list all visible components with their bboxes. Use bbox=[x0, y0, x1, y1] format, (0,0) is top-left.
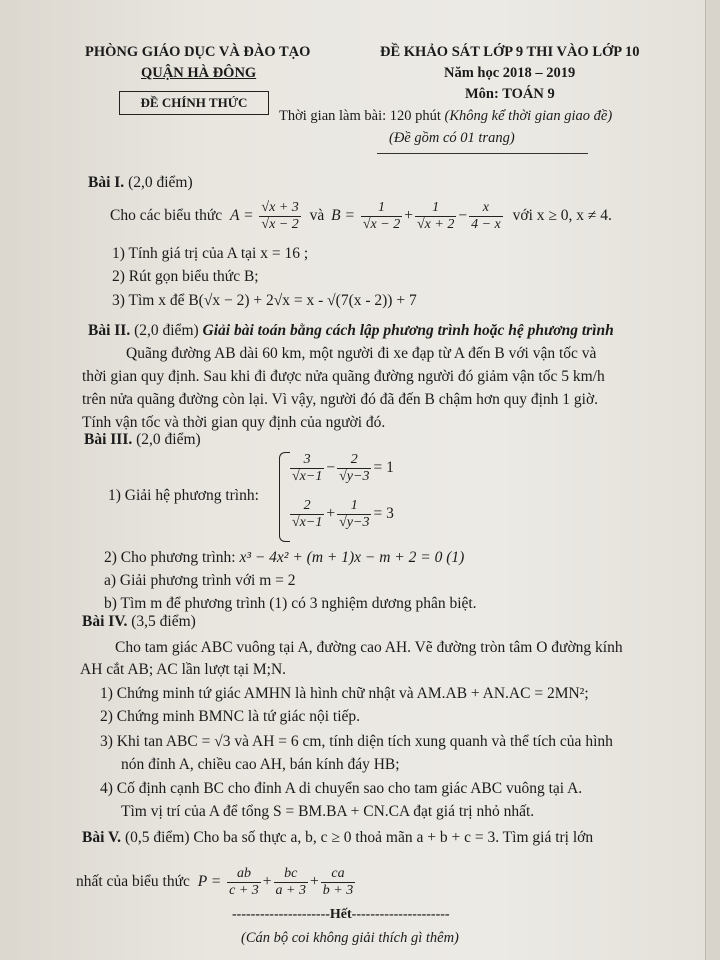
bai4-line2: AH cắt AB; AC lần lượt tại M;N. bbox=[80, 661, 287, 678]
fraction-a: $\frac{√x + 3}{√x - 2}$ bbox=[261, 200, 299, 232]
bai4-q3b: nón đỉnh A, chiều cao AH, bán kính đáy HB; bbox=[121, 756, 400, 773]
bai2-line4: Tính vận tốc và thời gian quy định của người đó. bbox=[82, 414, 386, 431]
bai1-heading: Bài I. (2,0 điểm) bbox=[88, 174, 193, 191]
school-year: Năm học 2018 – 2019 bbox=[444, 65, 576, 81]
bai1-q1: 1) Tính giá trị của A tại x = 16 ; bbox=[112, 245, 309, 262]
system-eq2: $\frac{2}{√x-1}$ + $\frac{1}{√y-3}$ = 3 bbox=[292, 498, 394, 530]
bai3-q2: 2) Cho phương trình: x³ − 4x² + (m + 1)x − m + 2 = 0 (1) bbox=[104, 549, 465, 566]
bai1-q3: 3) Tìm x để B(√x − 2) + 2√x = x - √(7(x - 2)) + 7 bbox=[112, 292, 417, 309]
district-name: QUẬN HÀ ĐÔNG bbox=[141, 65, 257, 81]
fraction-b3: $\frac{x}{4 - x}$ bbox=[471, 200, 501, 232]
subject: Môn: TOÁN 9 bbox=[465, 86, 555, 102]
fraction-p3: $\frac{ca}{b + 3}$ bbox=[322, 866, 354, 898]
bai2-line1: Quãng đường AB dài 60 km, một người đi xe đạp từ A đến B với vận tốc và bbox=[126, 345, 597, 362]
time-allowed: Thời gian làm bài: 120 phút (Không kể thời gian giao đề) bbox=[279, 108, 613, 124]
pages-note: (Đề gồm có 01 trang) bbox=[389, 130, 515, 146]
bai3-qb: b) Tìm m để phương trình (1) có 3 nghiệm dương phân biệt. bbox=[104, 595, 477, 612]
bai3-q1: 1) Giải hệ phương trình: bbox=[108, 487, 259, 504]
footer-note: (Cán bộ coi không giải thích gì thêm) bbox=[241, 930, 459, 946]
bai3-heading: Bài III. (2,0 điểm) bbox=[84, 431, 201, 448]
fraction-b2: $\frac{1}{√x + 2}$ bbox=[416, 200, 455, 232]
bai4-q4a: 4) Cố định cạnh BC cho đỉnh A di chuyển sao cho tam giác ABC vuông tại A. bbox=[100, 780, 583, 797]
bai2-line3: trên nửa quãng đường còn lại. Vì vậy, người đó đã đến B chậm hơn quy định 1 giờ. bbox=[82, 391, 599, 408]
system-eq1: $\frac{3}{√x-1}$ − $\frac{2}{√y-3}$ = 1 bbox=[292, 452, 394, 484]
bai2-line2: thời gian quy định. Sau khi đi được nửa quãng đường người đó giảm vận tốc 5 km/h bbox=[82, 368, 605, 385]
bai4-q3a: 3) Khi tan ABC = √3 và AH = 6 cm, tính diện tích xung quanh và thể tích của hình bbox=[100, 733, 613, 750]
bai4-line1: Cho tam giác ABC vuông tại A, đường cao AH. Vẽ đường tròn tâm O đường kính bbox=[115, 639, 623, 656]
bai2-heading: Bài II. (2,0 điểm) Giải bài toán bằng cách lập phương trình hoặc hệ phương trình bbox=[88, 322, 614, 339]
official-exam-box: ĐỀ CHÍNH THỨC bbox=[119, 91, 269, 115]
fraction-b1: $\frac{1}{√x - 2}$ bbox=[362, 200, 401, 232]
paper-edge bbox=[705, 0, 720, 960]
end-marker: ---------------------Hết--------------------- bbox=[232, 907, 450, 922]
department-name: PHÒNG GIÁO DỤC VÀ ĐÀO TẠO bbox=[85, 44, 311, 60]
fraction-p1: $\frac{ab}{c + 3}$ bbox=[229, 866, 259, 898]
bai5-line2: nhất của biểu thức P = $\frac{ab}{c + 3}$ + $\frac{bc}{a + 3}$ + $\frac{ca}{b + 3}$ bbox=[76, 866, 354, 898]
bai4-q2: 2) Chứng minh BMNC là tứ giác nội tiếp. bbox=[100, 708, 361, 725]
bai3-qa: a) Giải phương trình với m = 2 bbox=[104, 572, 296, 589]
bai4-q1: 1) Chứng minh tứ giác AMHN là hình chữ nhật và AM.AB + AN.AC = 2MN²; bbox=[100, 685, 589, 702]
bai4-q4b: Tìm vị trí của A để tổng S = BM.BA + CN.CA đạt giá trị nhỏ nhất. bbox=[121, 803, 535, 820]
header-rule bbox=[377, 153, 588, 154]
bai1-q2: 2) Rút gọn biểu thức B; bbox=[112, 268, 259, 285]
exam-title: ĐỀ KHẢO SÁT LỚP 9 THI VÀO LỚP 10 bbox=[380, 44, 640, 60]
bai4-heading: Bài IV. (3,5 điểm) bbox=[82, 613, 196, 630]
fraction-p2: $\frac{bc}{a + 3}$ bbox=[275, 866, 306, 898]
bai5-line1: Bài V. (0,5 điểm) Cho ba số thực a, b, c ≥ 0 thoả mãn a + b + c = 3. Tìm giá trị lớn bbox=[82, 829, 594, 846]
bai1-expressions: Cho các biểu thức A = $\frac{√x + 3}{√x - 2}$ và B = $\frac{1}{√x - 2}$ + $\frac{1}{√x + 2}$ − $\frac{x}{4 - x}$ với x ≥ 0, x ≠ 4. bbox=[110, 200, 612, 232]
